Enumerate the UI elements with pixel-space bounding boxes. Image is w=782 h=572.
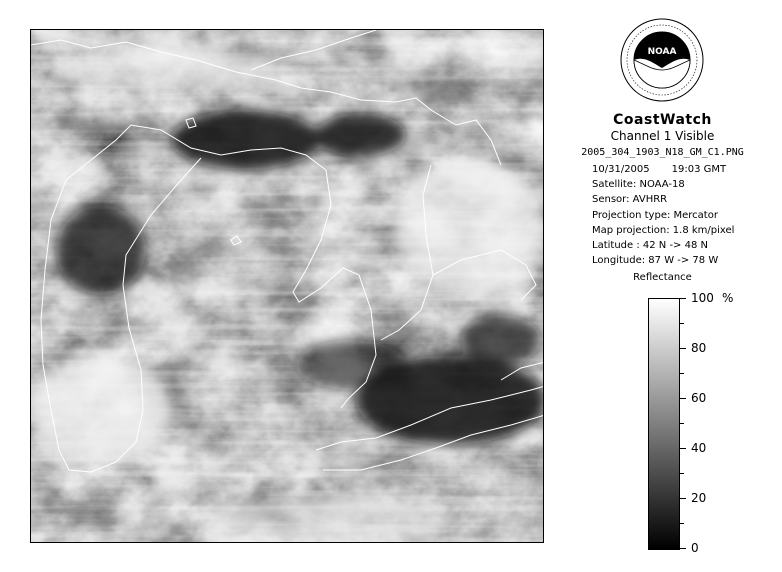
time-value: 19:03 GMT bbox=[671, 164, 727, 175]
noaa-logo bbox=[620, 18, 704, 102]
tick-label-80: 80 bbox=[691, 341, 707, 355]
colorbar-tick bbox=[680, 348, 686, 349]
colorbar-tick bbox=[680, 448, 686, 449]
tick-label-100: 100 bbox=[691, 291, 714, 305]
metadata-list bbox=[592, 162, 762, 268]
colorbar-minor-tick bbox=[680, 373, 684, 374]
map-projection-row: Map projection: 1.8 km/pixel bbox=[592, 224, 735, 236]
colorbar-minor-tick bbox=[680, 423, 684, 424]
colorbar-minor-tick bbox=[680, 523, 684, 524]
legend-title: Reflectance bbox=[633, 272, 692, 283]
colorbar-tick bbox=[680, 548, 686, 549]
satellite-map bbox=[30, 29, 544, 543]
sensor-row: Sensor: AVHRR bbox=[592, 194, 668, 206]
colorbar-minor-tick bbox=[680, 323, 684, 324]
logo-text: NOAA bbox=[647, 47, 677, 57]
legend-unit: % bbox=[722, 291, 734, 305]
channel-label: Channel 1 Visible bbox=[610, 129, 715, 143]
tick-label-0: 0 bbox=[691, 541, 699, 555]
tick-label-20: 20 bbox=[691, 491, 707, 505]
date-value: 10/31/2005 bbox=[592, 164, 650, 175]
projection-type-row: Projection type: Mercator bbox=[592, 209, 718, 221]
filename-label: 2005_304_1903_N18_GM_C1.PNG bbox=[581, 147, 744, 158]
brand-title: CoastWatch bbox=[613, 112, 712, 128]
longitude-row: Longitude: 87 W -> 78 W bbox=[592, 255, 719, 267]
latitude-row: Latitude : 42 N -> 48 N bbox=[592, 239, 708, 251]
colorbar-tick bbox=[680, 498, 686, 499]
satellite-image bbox=[31, 30, 544, 543]
noaa-seal bbox=[620, 18, 704, 102]
colorbar-minor-tick bbox=[680, 473, 684, 474]
satellite-row: Satellite: NOAA-18 bbox=[592, 179, 685, 191]
datetime-row bbox=[592, 162, 762, 177]
tick-label-40: 40 bbox=[691, 441, 707, 455]
tick-label-60: 60 bbox=[691, 391, 707, 405]
reflectance-colorbar bbox=[648, 298, 680, 550]
colorbar-tick bbox=[680, 298, 686, 299]
colorbar-tick bbox=[680, 398, 686, 399]
